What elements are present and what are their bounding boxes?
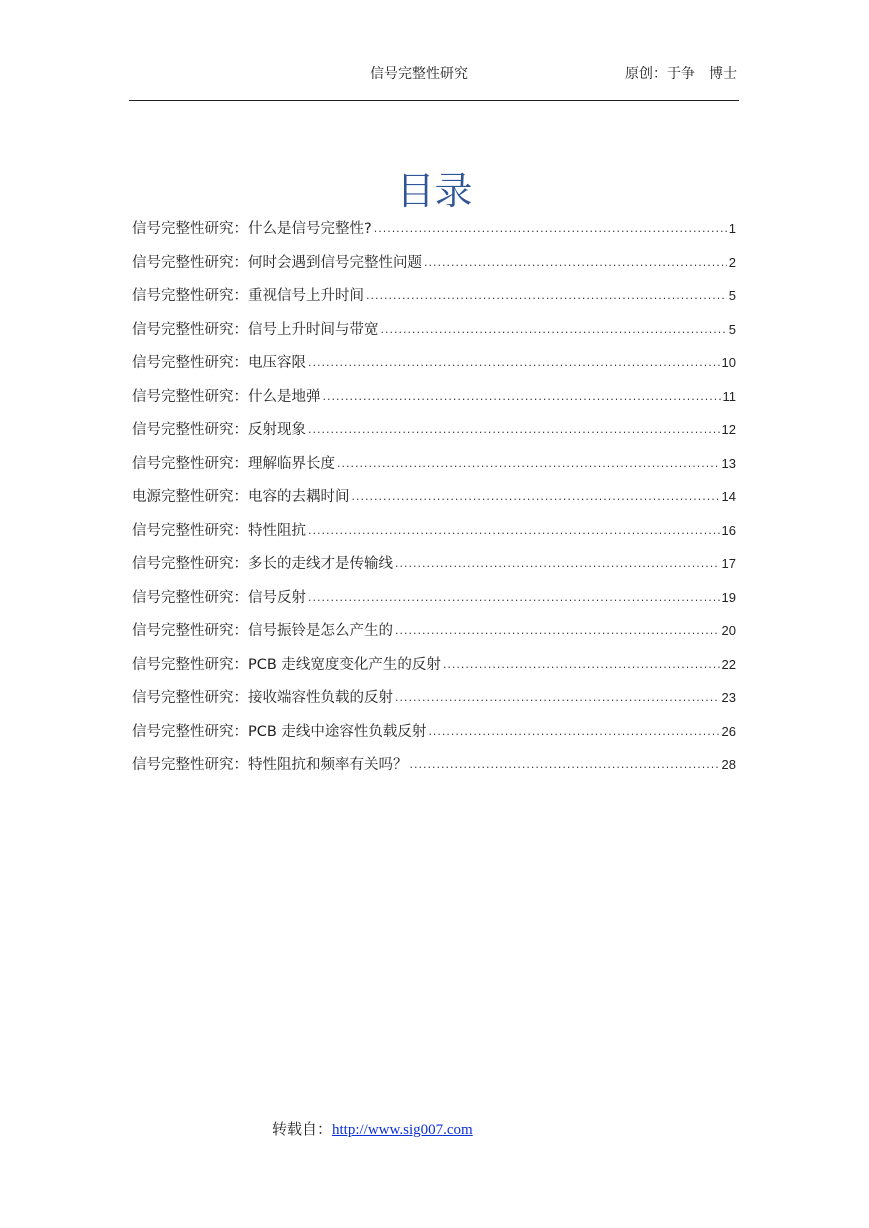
toc-entry-title: 信号完整性研究：多长的走线才是传输线 (132, 556, 393, 572)
header-title: 信号完整性研究 (370, 66, 468, 82)
toc-dot-leader (308, 524, 720, 537)
toc-entry-page: 22 (721, 656, 736, 672)
toc-entry-title: 电源完整性研究：电容的去耦时间 (132, 489, 350, 505)
toc-entry-title: 信号完整性研究：信号振铃是怎么产生的 (132, 623, 393, 639)
toc-dot-leader (308, 356, 720, 369)
toc-entry-page: 20 (721, 623, 736, 638)
toc-dot-leader (323, 390, 721, 403)
toc-entry-page: 23 (721, 690, 736, 705)
toc-entry-page: 1 (728, 221, 736, 236)
toc-entry[interactable] (132, 452, 736, 486)
toc-entry-page: 17 (721, 556, 736, 571)
toc-entry[interactable] (132, 217, 736, 251)
toc-entry-page: 5 (728, 321, 736, 337)
toc-entry-title: 信号完整性研究：接收端容性负载的反射 (132, 690, 393, 706)
toc-entry-title: 信号完整性研究：重视信号上升时间 (132, 288, 364, 304)
toc-entry-title: 信号完整性研究：信号反射 (132, 589, 306, 606)
footer-label: 转载自： (272, 1120, 333, 1138)
toc-entry[interactable] (132, 284, 736, 318)
toc-heading: 目录 (396, 169, 473, 213)
toc-dot-leader (308, 423, 720, 436)
toc-entry-page: 16 (721, 522, 736, 538)
toc-dot-leader (428, 725, 719, 738)
toc-entry-page: 19 (721, 589, 736, 605)
toc-entry[interactable] (132, 351, 736, 385)
toc-entry-title: 信号完整性研究：信号上升时间与带宽 (132, 321, 379, 338)
toc-dot-leader (395, 557, 720, 570)
toc-entry[interactable] (132, 485, 736, 519)
toc-entry-title: 信号完整性研究：电压容限 (132, 355, 306, 371)
toc-entry[interactable] (132, 720, 736, 754)
toc-entry-title: 信号完整性研究：何时会遇到信号完整性问题 (132, 254, 422, 271)
toc-dot-leader (366, 289, 727, 302)
toc-entry[interactable] (132, 418, 736, 452)
toc-entry[interactable] (132, 318, 736, 352)
toc-dot-leader (395, 624, 720, 637)
toc-entry[interactable] (132, 586, 736, 620)
toc-entry[interactable] (132, 686, 736, 720)
toc-entry-page: 2 (728, 254, 736, 270)
toc-dot-leader (337, 457, 720, 470)
toc-entry-title: 信号完整性研究：什么是地弹 (132, 388, 321, 405)
source-link[interactable]: http://www.sig007.com (332, 1122, 473, 1138)
toc-entry-title: 信号完整性研究：PCB 走线宽度变化产生的反射 (132, 656, 441, 673)
toc-entry-page: 26 (721, 723, 736, 739)
toc-entry-title: 信号完整性研究：特性阻抗和频率有关吗？ (132, 757, 408, 773)
toc-dot-leader (410, 758, 720, 771)
toc-entry[interactable] (132, 753, 736, 787)
toc-entry[interactable] (132, 653, 736, 687)
toc-dot-leader (352, 490, 720, 503)
toc-entry-page: 5 (728, 288, 736, 303)
toc-dot-leader (424, 256, 727, 269)
toc-dot-leader (395, 691, 720, 704)
toc-dot-leader (381, 323, 727, 336)
toc-entry[interactable] (132, 552, 736, 586)
toc-entry-title: 信号完整性研究：什么是信号完整性? (132, 221, 372, 237)
table-of-contents (132, 217, 736, 787)
toc-entry[interactable] (132, 619, 736, 653)
toc-dot-leader (308, 591, 720, 604)
toc-dot-leader (443, 658, 720, 671)
page-header (129, 60, 739, 101)
footer (272, 1118, 473, 1139)
toc-entry-title: 信号完整性研究：理解临界长度 (132, 455, 335, 472)
toc-entry-page: 10 (721, 355, 736, 370)
toc-entry-page: 12 (721, 422, 736, 437)
toc-entry-page: 13 (721, 455, 736, 471)
toc-entry-title: 信号完整性研究：PCB 走线中途容性负载反射 (132, 723, 427, 740)
toc-dot-leader (374, 222, 727, 235)
toc-entry[interactable] (132, 519, 736, 553)
toc-entry-title: 信号完整性研究：反射现象 (132, 422, 306, 438)
toc-entry[interactable] (132, 385, 736, 419)
toc-entry[interactable] (132, 251, 736, 285)
toc-entry-title: 信号完整性研究：特性阻抗 (132, 522, 306, 539)
toc-entry-page: 14 (721, 489, 736, 504)
header-author: 原创：于争 博士 (625, 66, 737, 82)
toc-entry-page: 28 (721, 757, 736, 772)
toc-entry-page: 11 (722, 388, 736, 404)
